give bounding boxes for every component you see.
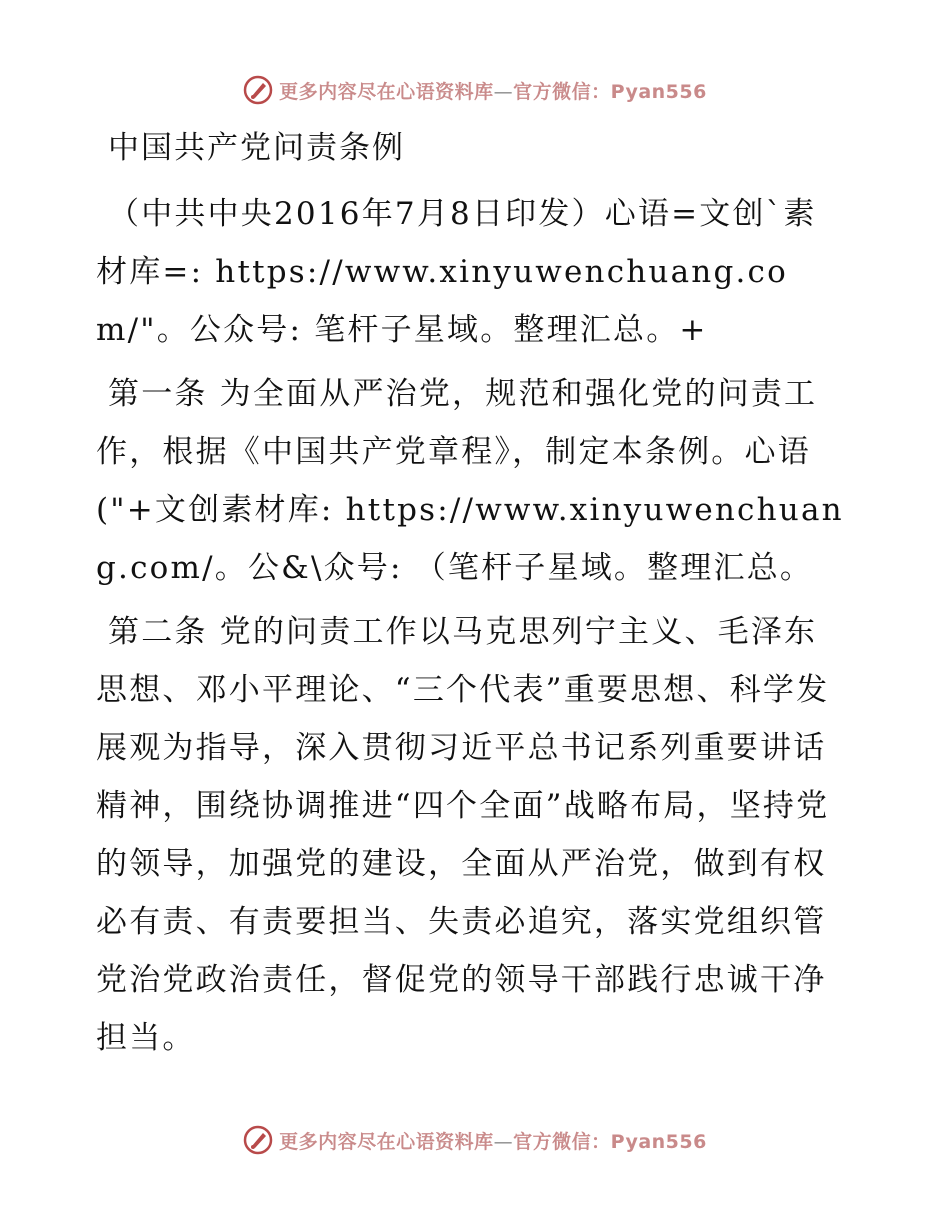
banner-text bbox=[279, 1127, 707, 1154]
document-body bbox=[96, 125, 848, 1073]
footer-banner bbox=[0, 1120, 950, 1160]
banner-separator: — bbox=[493, 1130, 514, 1153]
banner-main-text: 更多内容尽在心语资料库 bbox=[279, 80, 494, 103]
paragraph-issuance: （中共中央2016年7月8日印发）心语=文创`素材库=: https://www.xinyuwenchuang.com/"。公众号: 笔杆子星域。整理汇总。+ bbox=[96, 196, 817, 348]
paragraph-article-2: 第二条 党的问责工作以马克思列宁主义、毛泽东思想、邓小平理论、“三个代表”重要思想、科学发展观为指导，深入贯彻习近平总书记系列重要讲话精神，围绕协调推进“四个全面”战略布局，坚持党的领导，加强党的建设，全面从严治党，做到有权必有责、有责要担当、失责必追究，落实党组织管党治党政治责任，督促党的领导干部践行忠诚干净担当。 bbox=[96, 614, 830, 1056]
header-banner bbox=[0, 70, 950, 110]
document-title: 中国共产党问责条例 bbox=[108, 130, 405, 166]
banner-main-text: 更多内容尽在心语资料库 bbox=[279, 1130, 494, 1153]
banner-wechat-text: 官方微信：Pyan556 bbox=[513, 80, 707, 103]
banner-text bbox=[279, 77, 707, 104]
pen-logo-icon bbox=[243, 75, 273, 105]
pen-logo-icon bbox=[243, 1125, 273, 1155]
paragraph-article-1: 第一条 为全面从严治党，规范和强化党的问责工作，根据《中国共产党章程》，制定本条例。心语("+文创素材库: https://www.xinyuwenchuang.com/。公&\众号: （笔杆子星域。整理汇总。 bbox=[96, 376, 844, 586]
banner-wechat-text: 官方微信：Pyan556 bbox=[513, 1130, 707, 1153]
banner-separator: — bbox=[493, 80, 514, 103]
